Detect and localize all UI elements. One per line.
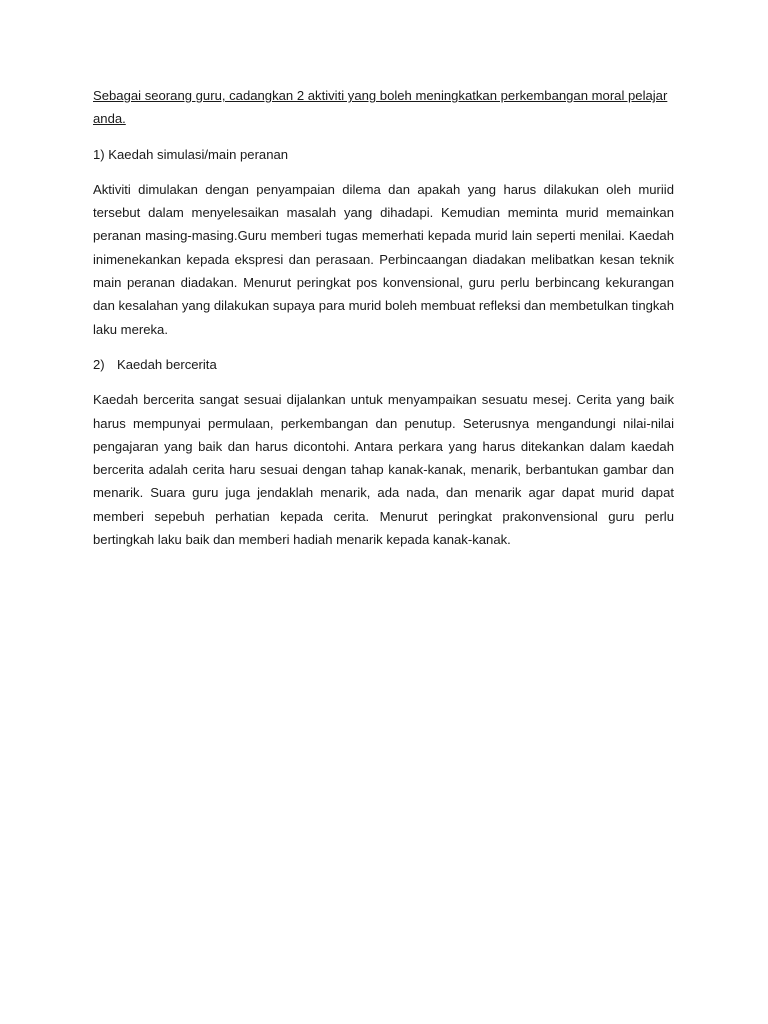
document-body [93,84,674,563]
section-1-heading: 1) Kaedah simulasi/main peranan [93,146,289,162]
section-2-title: Kaedah bercerita [117,356,217,372]
question-text: Sebagai seorang guru, cadangkan 2 aktiviti yang boleh meningkatkan perkembangan moral pelajar anda. [93,88,668,127]
section-2-paragraph: Kaedah bercerita sangat sesuai dijalankan untuk menyampaikan sesuatu mesej. Cerita yang baik harus mempunyai permulaan, perkembangan dan penutup. Seterusnya mengandungi nilai-nilai pengajaran yang baik dan harus dicontohi. Antara perkara yang harus ditekankan dalam kaedah bercerita adalah cerita haru sesuai dengan tahap kanak-kanak, menarik, berbantukan gambar dan menarik. Suara guru juga jendaklah menarik, ada nada, dan menarik agar dapat murid dapat memberi sepebuh perhatian kepada cerita. Menurut peringkat prakonvensional guru perlu bertingkah laku baik dan memberi hadiah menarik kepada kanak-kanak. [93,392,674,548]
section-2-heading [93,353,674,376]
section-1-paragraph: Aktiviti dimulakan dengan penyampaian dilema dan apakah yang harus dilakukan oleh muriid tersebut dalam menyelesaikan masalah yang dihadapi. Kemudian meminta murid memainkan peranan masing-masing.Guru memberi tugas memerhati kepada murid lain seperti menilai. Kaedah inimenekankan kepada ekspresi dan perasaan. Perbincaangan diadakan melibatkan kesan teknik main peranan diadakan. Menurut peringkat pos konvensional, guru perlu berbincang kekurangan dan kesalahan yang dilakukan supaya para murid boleh membuat refleksi dan membetulkan tingkah laku mereka. [93,181,674,337]
section-2-number: 2) [93,356,105,372]
